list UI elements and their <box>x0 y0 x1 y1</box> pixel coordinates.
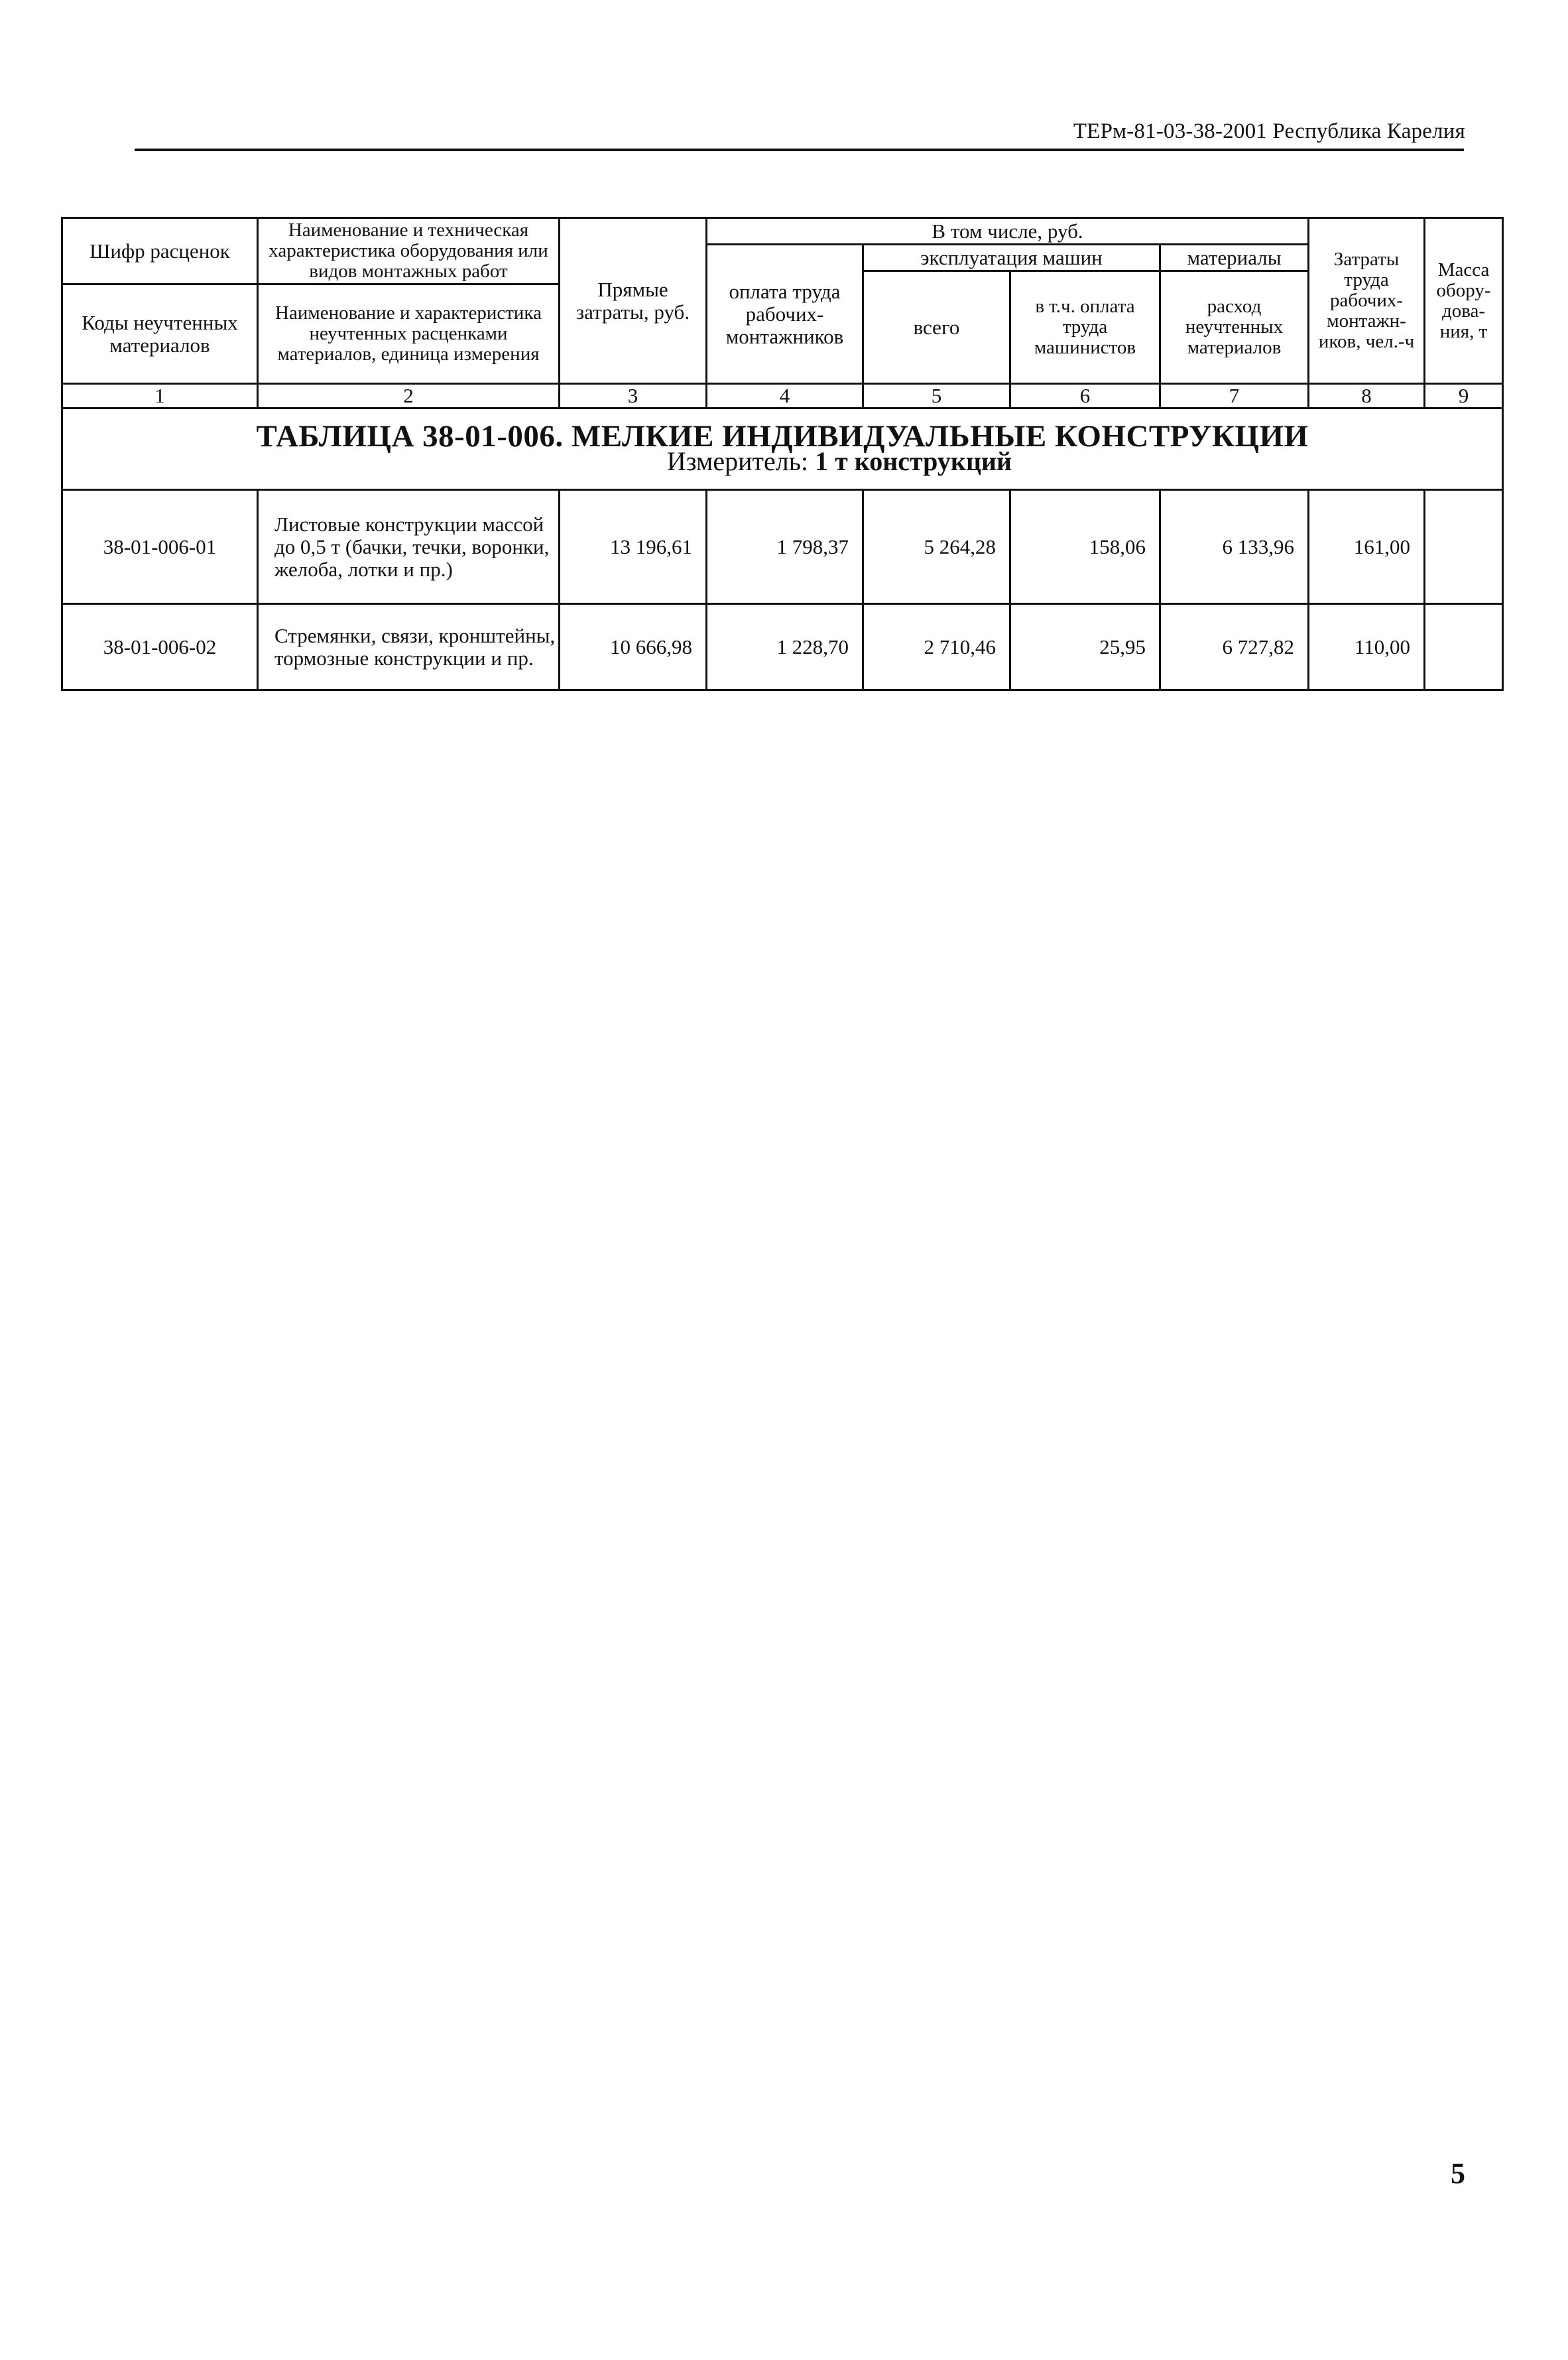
row-labor-pay: 1 228,70 <box>707 604 863 690</box>
running-head: ТЕРм-81-03-38-2001 Республика Карелия <box>1073 119 1465 143</box>
row-code: 38-01-006-02 <box>62 604 258 690</box>
column-number: 9 <box>1425 384 1503 408</box>
column-number: 6 <box>1010 384 1160 408</box>
header-rule <box>135 149 1464 151</box>
row-labor-hours: 110,00 <box>1309 604 1425 690</box>
header-materials-unaccounted: расход неучтенных материалов <box>1160 271 1309 384</box>
row-machine-total: 2 710,46 <box>863 604 1010 690</box>
row-labor-hours: 161,00 <box>1309 490 1425 604</box>
column-number: 2 <box>258 384 560 408</box>
row-machine-total: 5 264,28 <box>863 490 1010 604</box>
meter-label: Измеритель: <box>666 446 809 476</box>
row-materials: 6 133,96 <box>1160 490 1309 604</box>
rates-table <box>61 217 1504 691</box>
header-labor-hours: Затраты труда рабочих-монтажн-иков, чел.-ч <box>1309 218 1425 384</box>
header-machine-total: всего <box>863 271 1010 384</box>
row-code: 38-01-006-01 <box>62 490 258 604</box>
row-equipment-mass <box>1425 490 1503 604</box>
column-number: 8 <box>1309 384 1425 408</box>
header-labor-pay: оплата труда рабочих-монтажников <box>707 245 863 384</box>
row-machinists-pay: 158,06 <box>1010 490 1160 604</box>
row-direct-costs: 10 666,98 <box>560 604 707 690</box>
header-including: В том числе, руб. <box>707 218 1309 245</box>
row-materials: 6 727,82 <box>1160 604 1309 690</box>
row-machinists-pay: 25,95 <box>1010 604 1160 690</box>
section-title-row <box>62 408 1503 490</box>
header-unaccounted-name: Наименование и характеристика неучтенных расценками материалов, единица измерения <box>258 284 560 384</box>
meter-value: 1 т конструкций <box>815 446 1012 476</box>
column-number: 5 <box>863 384 1010 408</box>
column-number: 7 <box>1160 384 1309 408</box>
section-title-cell <box>62 408 1503 490</box>
header-unaccounted-codes: Коды неучтенных материалов <box>62 284 258 384</box>
column-number: 4 <box>707 384 863 408</box>
header-equipment-mass: Масса обору-дова-ния, т <box>1425 218 1503 384</box>
section-title: ТАБЛИЦА 38-01-006. МЕЛКИЕ ИНДИВИДУАЛЬНЫЕ КОНСТРУКЦИИ <box>256 419 1309 454</box>
row-labor-pay: 1 798,37 <box>707 490 863 604</box>
header-materials: материалы <box>1160 245 1309 271</box>
row-equipment-mass <box>1425 604 1503 690</box>
header-direct-costs: Прямые затраты, руб. <box>560 218 707 384</box>
row-name: Стремянки, связи, кронштейны, тормозные конструкции и пр. <box>258 604 560 690</box>
header-machine-operation: эксплуатация машин <box>863 245 1160 271</box>
column-numbers-row <box>62 384 1503 408</box>
column-number: 3 <box>560 384 707 408</box>
table-row <box>62 604 1503 690</box>
row-name: Листовые конструкции массой до 0,5 т (бачки, течки, воронки, желоба, лотки и пр.) <box>258 490 560 604</box>
header-machinists-pay: в т.ч. оплата труда машинистов <box>1010 271 1160 384</box>
page-number: 5 <box>1451 2157 1465 2190</box>
column-number: 1 <box>62 384 258 408</box>
header-code: Шифр расценок <box>62 218 258 284</box>
row-direct-costs: 13 196,61 <box>560 490 707 604</box>
meter-line <box>180 446 1499 476</box>
table-row <box>62 490 1503 604</box>
header-name: Наименование и техническая характеристика оборудования или видов монтажных работ <box>258 218 560 284</box>
